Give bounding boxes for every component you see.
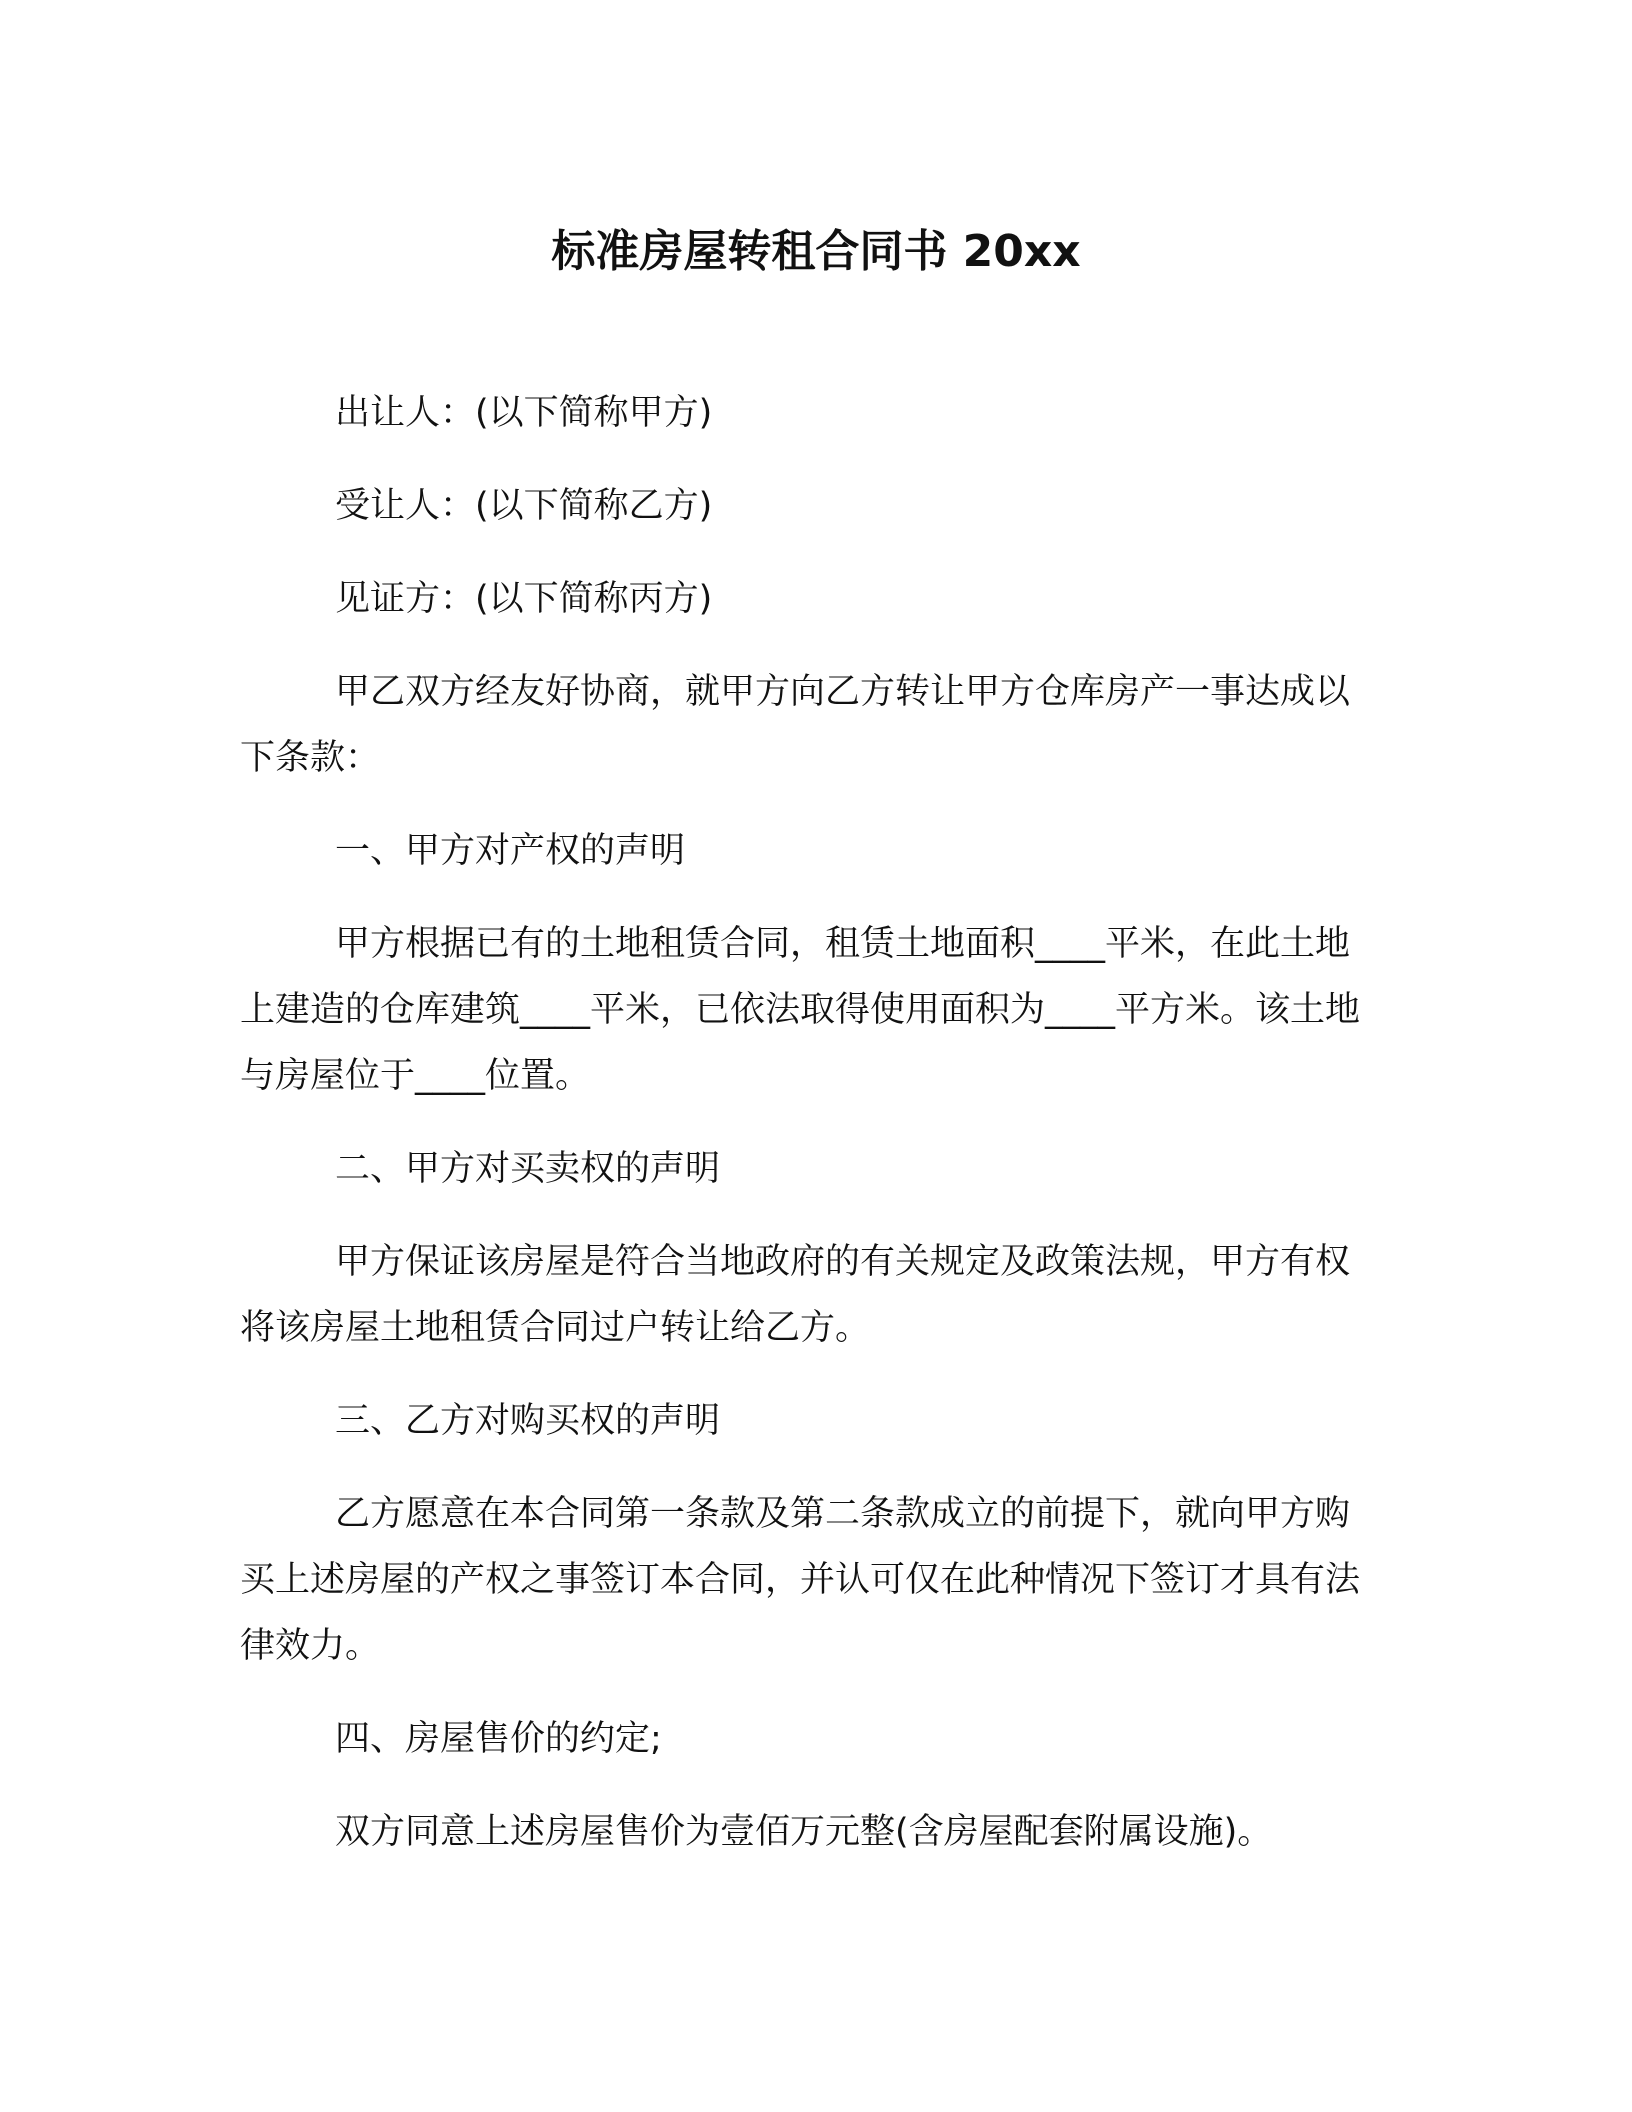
witness-line: 见证方：(以下简称丙方) bbox=[335, 579, 713, 619]
section-heading-4: 四、房屋售价的约定; bbox=[335, 1719, 662, 1759]
section-body-1: 甲方根据已有的土地租赁合同，租赁土地面积____平米，在此土地上建造的仓库建筑____平米，已依法取得使用面积为____平方米。该土地与房屋位于____位置。 bbox=[240, 924, 1361, 1096]
section-body-3: 乙方愿意在本合同第一条款及第二条款成立的前提下，就向甲方购买上述房屋的产权之事签订本合同，并认可仅在此种情况下签订才具有法律效力。 bbox=[240, 1494, 1361, 1666]
party-a-line: 出让人：(以下简称甲方) bbox=[335, 393, 713, 433]
document-body bbox=[240, 380, 1380, 1892]
section-heading-1: 一、甲方对产权的声明 bbox=[335, 831, 686, 871]
document-title: 标准房屋转租合同书 20xx bbox=[551, 226, 1081, 277]
section-body-4: 双方同意上述房屋售价为壹佰万元整(含房屋配套附属设施)。 bbox=[335, 1812, 1273, 1852]
section-heading-2: 二、甲方对买卖权的声明 bbox=[335, 1149, 721, 1189]
section-body-2: 甲方保证该房屋是符合当地政府的有关规定及政策法规，甲方有权将该房屋土地租赁合同过户转让给乙方。 bbox=[240, 1242, 1351, 1348]
section-heading-3: 三、乙方对购买权的声明 bbox=[335, 1401, 721, 1441]
party-b-line: 受让人：(以下简称乙方) bbox=[335, 486, 713, 526]
preamble-paragraph: 甲乙双方经友好协商，就甲方向乙方转让甲方仓库房产一事达成以下条款： bbox=[240, 672, 1351, 778]
